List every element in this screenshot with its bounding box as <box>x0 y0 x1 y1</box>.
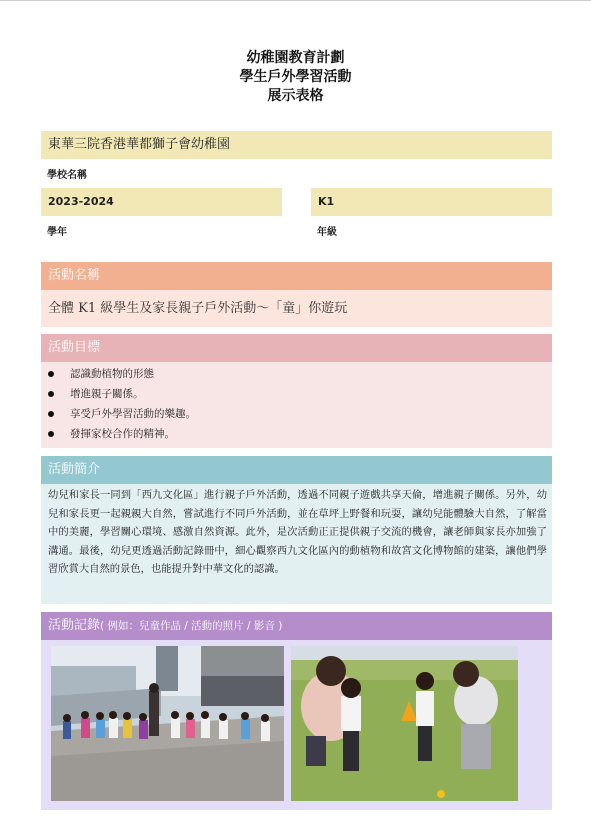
title-line-3: 展示表格 <box>267 88 324 104</box>
records-heading-subtitle: ( 例如：兒童作品 / 活動的照片 / 影音 ) <box>100 620 283 632</box>
objective-item: 發揮家校合作的精神。 <box>41 424 552 444</box>
objective-item: 享受戶外學習活動的樂趣。 <box>41 404 552 424</box>
records-heading <box>41 612 552 640</box>
objective-item: 增進親子關係。 <box>41 384 552 404</box>
objectives-body <box>41 362 552 448</box>
title-line-1: 幼稚園教育計劃 <box>246 50 345 66</box>
page-title <box>0 49 591 106</box>
activity-photo-group <box>51 646 284 801</box>
activity-name-heading: 活動名稱 <box>41 262 552 290</box>
title-line-2: 學生戶外學習活動 <box>239 69 352 85</box>
school-year-label: 學年 <box>47 227 67 238</box>
records-body <box>41 640 552 810</box>
activity-name-value: 全體 K1 級學生及家長親子戶外活動～「童」你遊玩 <box>41 290 552 327</box>
records-heading-title: 活動記錄 <box>48 618 101 633</box>
objectives-list <box>41 364 552 444</box>
school-name-label: 學校名稱 <box>47 170 87 181</box>
school-name-field: 東華三院香港華都獅子會幼稚園 <box>41 131 552 159</box>
objectives-heading: 活動目標 <box>41 334 552 362</box>
activity-photo-lawn <box>291 646 518 801</box>
grade-field: K1 <box>311 188 552 216</box>
objective-item: 認識動植物的形態 <box>41 364 552 384</box>
summary-heading: 活動簡介 <box>41 456 552 484</box>
grade-label: 年級 <box>317 227 337 238</box>
school-year-field: 2023-2024 <box>41 188 282 216</box>
summary-text: 幼兒和家長一同到「西九文化區」進行親子戶外活動，透過不同親子遊戲共享天倫，增進親子關係。另外，幼兒和家長更一起親親大自然，嘗試進行不同戶外活動，並在草坪上野餐和玩耍，讓幼兒能體驗大自然，了解當中的美麗，學習關心環境、感激自然資源。此外，是次活動正正提供親子交流的機會，讓老師與家長亦加強了溝通。最後，幼兒更透過活動記錄冊中，細心觀察西九文化區內的動植物和故宮文化博物館的建築，讓他們學習欣賞大自然的景色，也能提升對中華文化的認識。 <box>41 484 552 604</box>
